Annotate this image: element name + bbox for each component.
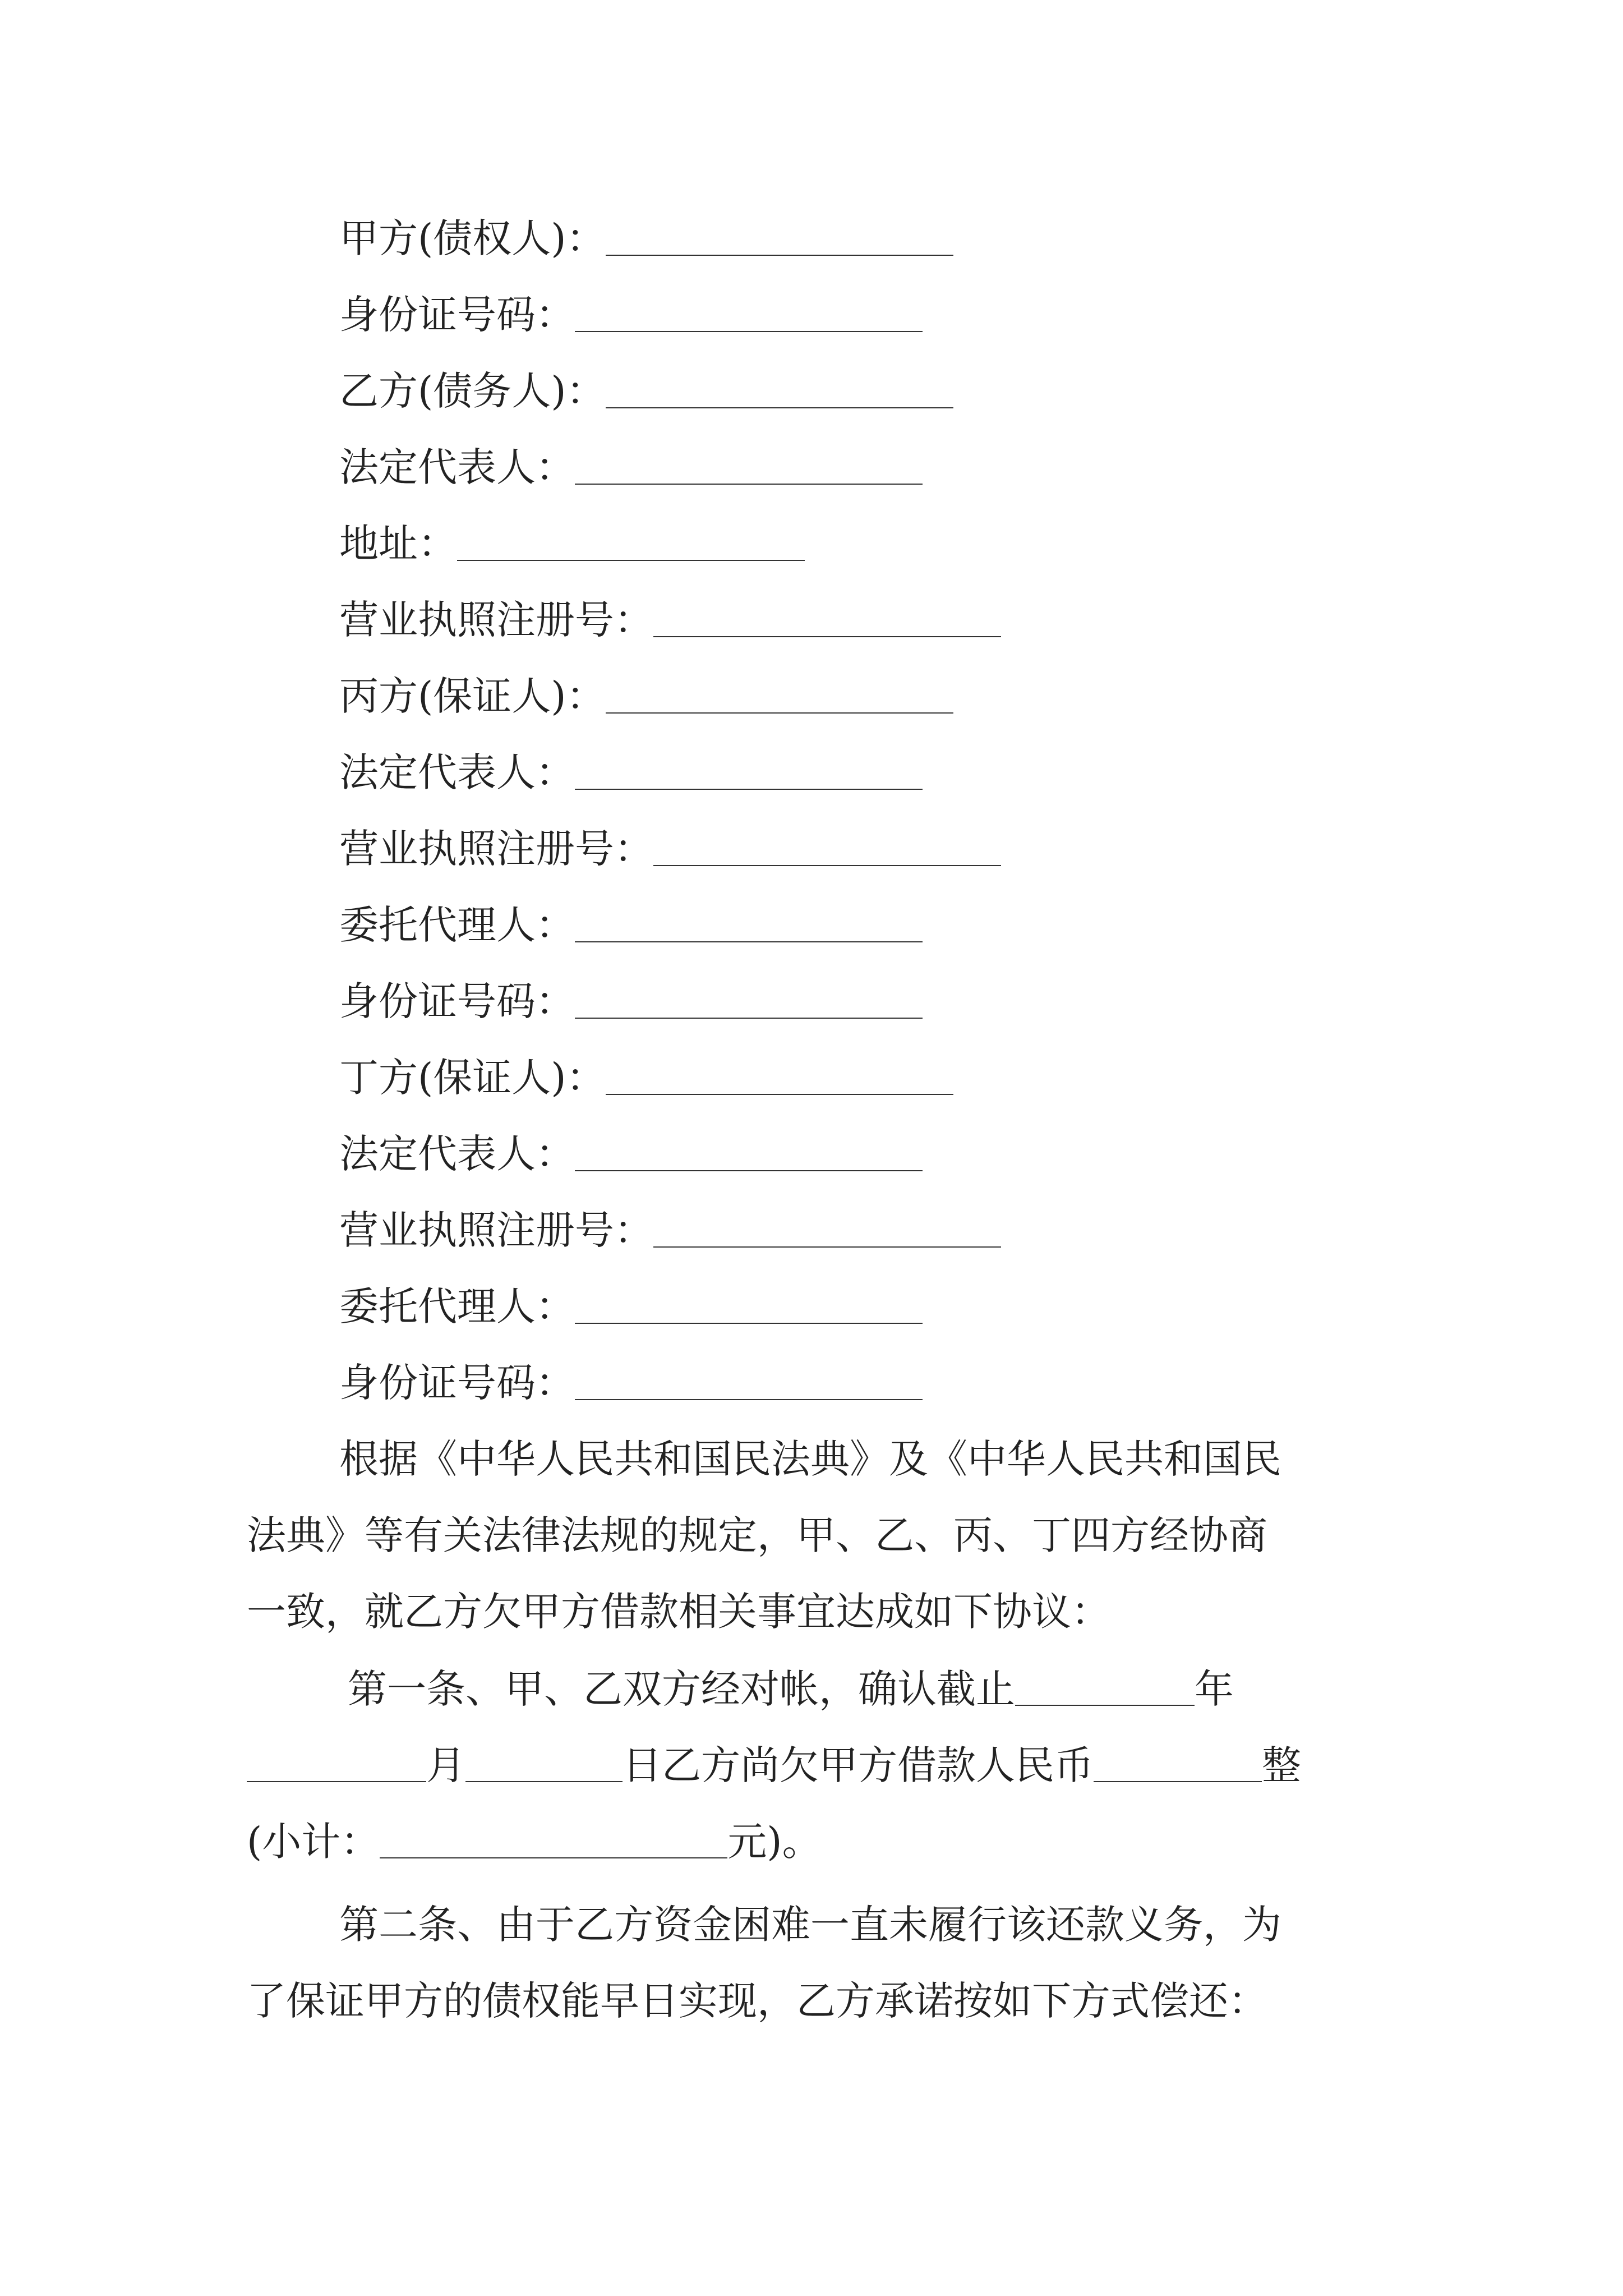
fill-blank[interactable]: [606, 255, 953, 256]
id-number-field: [339, 976, 923, 1027]
article-text: 日乙方尚欠甲方借款人民币: [623, 1742, 1094, 1788]
fill-blank[interactable]: [575, 941, 923, 942]
field-label: 丙方(保证人)：: [339, 673, 606, 719]
field-label: 身份证号码：: [339, 292, 575, 338]
id-number-field: [339, 1358, 923, 1408]
fill-blank[interactable]: [575, 1323, 923, 1324]
paragraph-line: 法典》等有关法律法规的规定，甲、乙、丙、丁四方经协商: [247, 1512, 1267, 1558]
field-label: 营业执照注册号：: [339, 826, 653, 872]
paragraph-line: [247, 1816, 822, 1867]
subtotal-label: (小计：: [247, 1819, 380, 1865]
field-label: 委托代理人：: [339, 1283, 575, 1329]
field-label: 地址：: [339, 521, 457, 567]
address-field: [339, 518, 805, 569]
fill-blank[interactable]: [1094, 1781, 1262, 1782]
paragraph-line: 了保证甲方的债权能早日实现，乙方承诺按如下方式偿还：: [247, 1978, 1267, 2024]
field-label: 营业执照注册号：: [339, 597, 653, 643]
fill-blank[interactable]: [575, 1399, 923, 1400]
field-label: 法定代表人：: [339, 749, 575, 795]
fill-blank[interactable]: [465, 1781, 623, 1782]
fill-blank[interactable]: [575, 331, 923, 332]
fill-blank[interactable]: [575, 789, 923, 790]
fill-blank[interactable]: [575, 484, 923, 485]
fill-blank[interactable]: [606, 407, 953, 408]
paragraph-line: 根据《中华人民共和国民法典》及《中华人民共和国民: [339, 1436, 1281, 1482]
month-label: 月: [426, 1742, 465, 1788]
fill-blank[interactable]: [575, 1170, 923, 1171]
business-license-field: [339, 823, 1001, 874]
fill-blank[interactable]: [247, 1781, 426, 1782]
field-label: 甲方(债权人)：: [339, 215, 606, 261]
subtotal-unit: 元)。: [727, 1819, 822, 1865]
field-label: 身份证号码：: [339, 1360, 575, 1406]
fill-blank[interactable]: [606, 1094, 953, 1095]
party-a-field: [339, 213, 953, 264]
party-c-field: [339, 671, 953, 721]
fill-blank[interactable]: [653, 1246, 1001, 1248]
authorized-agent-field: [339, 1281, 923, 1332]
paragraph-line: [247, 1740, 1301, 1791]
fill-blank[interactable]: [606, 712, 953, 714]
fill-blank[interactable]: [1015, 1705, 1195, 1706]
article-text: 第一条、甲、乙双方经对帐，确认截止: [348, 1666, 1015, 1712]
legal-representative-field: [339, 747, 923, 798]
field-label: 乙方(债务人)：: [339, 368, 606, 414]
legal-representative-field: [339, 442, 923, 493]
authorized-agent-field: [339, 900, 923, 950]
business-license-field: [339, 595, 1001, 645]
fill-blank[interactable]: [653, 865, 1001, 866]
business-license-field: [339, 1205, 1001, 1255]
whole-label: 整: [1262, 1742, 1301, 1788]
fill-blank[interactable]: [575, 1018, 923, 1019]
paragraph-line: 第二条、由于乙方资金困难一直未履行该还款义务，为: [339, 1902, 1281, 1948]
field-label: 身份证号码：: [339, 978, 575, 1024]
field-label: 营业执照注册号：: [339, 1207, 653, 1253]
party-b-field: [339, 366, 953, 416]
field-label: 丁方(保证人)：: [339, 1055, 606, 1101]
fill-blank[interactable]: [653, 636, 1001, 637]
id-number-field: [339, 289, 923, 340]
fill-blank[interactable]: [457, 560, 805, 561]
party-d-field: [339, 1052, 953, 1103]
year-label: 年: [1195, 1666, 1234, 1712]
field-label: 委托代理人：: [339, 902, 575, 948]
fill-blank[interactable]: [380, 1857, 727, 1858]
legal-representative-field: [339, 1129, 923, 1179]
paragraph-line: 一致，就乙方欠甲方借款相关事宜达成如下协议：: [247, 1589, 1110, 1635]
field-label: 法定代表人：: [339, 1131, 575, 1177]
paragraph-line: [348, 1664, 1234, 1714]
field-label: 法定代表人：: [339, 444, 575, 490]
